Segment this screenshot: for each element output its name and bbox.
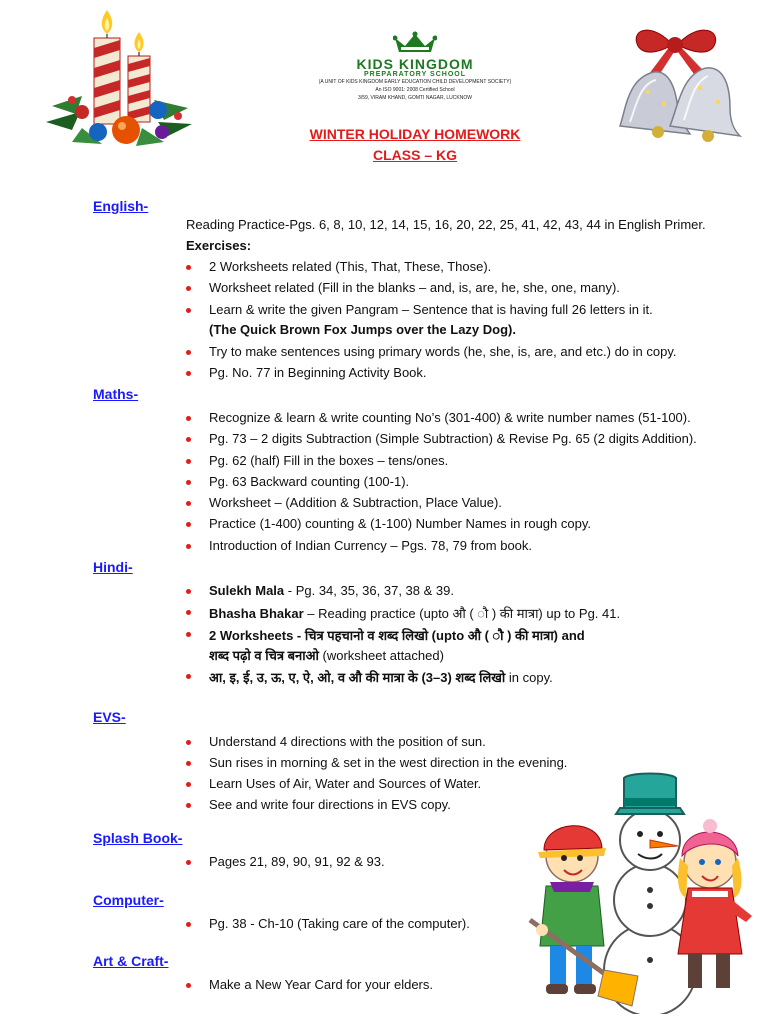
english-item: Learn & write the given Pangram – Sentence that is having full 26 letters in it.	[209, 302, 653, 317]
splash-item: Pages 21, 89, 90, 91, 92 & 93.	[209, 854, 385, 869]
hindi-item-matra	[209, 668, 553, 686]
hindi-item-rest: (worksheet attached)	[318, 648, 444, 663]
computer-item: Pg. 38 - Ch-10 (Taking care of the computer).	[209, 916, 470, 931]
evs-item: Sun rises in morning & set in the west direction in the evening.	[209, 755, 568, 770]
candles-illustration	[42, 4, 194, 150]
hindi-item-bold: आ, इ, ई, उ, ऊ, ए, ऐ, ओ, व औ की मात्रा के (3–3) शब्द लिखो	[209, 670, 506, 685]
hindi-item-sulekh	[209, 583, 454, 598]
page-title: WINTER HOLIDAY HOMEWORK	[309, 126, 521, 142]
bullet-icon	[186, 632, 191, 637]
section-heading-hindi: Hindi-	[93, 559, 133, 575]
english-item: Worksheet related (Fill in the blanks – and, is, are, he, she, one, many).	[209, 280, 620, 295]
english-item: Try to make sentences using primary words (he, she, is, are, and etc.) do in copy.	[209, 344, 677, 359]
bullet-icon	[186, 371, 191, 376]
bullet-icon	[186, 544, 191, 549]
evs-item: See and write four directions in EVS copy.	[209, 797, 451, 812]
english-reading-text: Reading Practice-Pgs. 6, 8, 10, 12, 14, 15, 16, 20, 22, 25, 41, 42, 43, 44 in English Primer.	[186, 217, 706, 232]
hindi-item-worksheets: 2 Worksheets - चित्र पहचानो व शब्द लिखो (upto औ ( ौ ) की मात्रा) and	[209, 628, 585, 643]
bells-illustration	[600, 22, 750, 152]
bullet-icon	[186, 522, 191, 527]
bullet-icon	[186, 480, 191, 485]
hindi-item-bold: Bhasha Bhakar	[209, 606, 304, 621]
bullet-icon	[186, 265, 191, 270]
art-item: Make a New Year Card for your elders.	[209, 977, 433, 992]
bullet-icon	[186, 803, 191, 808]
maths-item: Practice (1-400) counting & (1-100) Number Names in rough copy.	[209, 516, 591, 531]
evs-item: Learn Uses of Air, Water and Sources of Water.	[209, 776, 482, 791]
english-item: Pg. No. 77 in Beginning Activity Book.	[209, 365, 427, 380]
hindi-item-bold: शब्द पढ़ो व चित्र बनाओ	[209, 648, 319, 663]
bullet-icon	[186, 983, 191, 988]
bullet-icon	[186, 782, 191, 787]
school-cert: An ISO 9001: 2008 Certified School	[375, 87, 455, 93]
crown-logo-icon	[393, 30, 437, 54]
bullet-icon	[186, 761, 191, 766]
bullet-icon	[186, 740, 191, 745]
hindi-item-rest: in copy.	[505, 670, 553, 685]
title-block	[250, 124, 580, 166]
bullet-icon	[186, 350, 191, 355]
bullet-icon	[186, 437, 191, 442]
hindi-item-rest: - Pg. 34, 35, 36, 37, 38 & 39.	[284, 583, 454, 598]
section-heading-art-craft: Art & Craft-	[93, 953, 169, 969]
section-heading-english: English-	[93, 198, 149, 214]
hindi-item-bhasha	[209, 604, 620, 622]
school-name: KIDS KINGDOM	[356, 56, 474, 72]
bullet-icon	[186, 674, 191, 679]
maths-item: Worksheet – (Addition & Subtraction, Place Value).	[209, 495, 502, 510]
bullet-icon	[186, 416, 191, 421]
section-heading-evs: EVS-	[93, 709, 126, 725]
section-heading-maths: Maths-	[93, 386, 139, 402]
header	[0, 0, 768, 170]
maths-item: Pg. 73 – 2 digits Subtraction (Simple Subtraction) & Revise Pg. 65 (2 digits Addition).	[209, 431, 697, 446]
english-item: 2 Worksheets related (This, That, These, Those).	[209, 259, 492, 274]
maths-item: Recognize & learn & write counting No’s (301-400) & write number names (51-100).	[209, 410, 691, 425]
bullet-icon	[186, 308, 191, 313]
evs-item: Understand 4 directions with the position of sun.	[209, 734, 486, 749]
bullet-icon	[186, 860, 191, 865]
bullet-icon	[186, 610, 191, 615]
bullet-icon	[186, 501, 191, 506]
english-exercises-label: Exercises:	[186, 238, 252, 253]
hindi-item-rest: – Reading practice (upto औ ( ौ ) की मात्रा) up to Pg. 41.	[303, 606, 621, 621]
maths-item: Pg. 63 Backward counting (100-1).	[209, 474, 410, 489]
hindi-item-bold: Sulekh Mala	[209, 583, 285, 598]
school-address: 3/59, VIRAM KHAND, GOMTI NAGAR, LUCKNOW	[358, 95, 472, 101]
bullet-icon	[186, 459, 191, 464]
bullet-icon	[186, 922, 191, 927]
school-unit: (A UNIT OF KIDS KINGDOM EARLY EDUCATION CHILD DEVELOPMENT SOCIETY)	[318, 79, 512, 85]
snowman-kids-illustration	[520, 770, 760, 1014]
school-logo-block	[270, 30, 560, 102]
section-heading-splash-book: Splash Book-	[93, 830, 183, 846]
hindi-item-worksheets-line2	[209, 646, 444, 664]
maths-item: Introduction of Indian Currency – Pgs. 78, 79 from book.	[209, 538, 533, 553]
bullet-icon	[186, 286, 191, 291]
class-title: CLASS – KG	[372, 147, 457, 163]
section-heading-computer: Computer-	[93, 892, 164, 908]
maths-item: Pg. 62 (half) Fill in the boxes – tens/ones.	[209, 453, 449, 468]
school-subtitle: PREPARATORY SCHOOL	[363, 71, 466, 78]
english-pangram: (The Quick Brown Fox Jumps over the Lazy Dog).	[209, 322, 516, 337]
bullet-icon	[186, 589, 191, 594]
